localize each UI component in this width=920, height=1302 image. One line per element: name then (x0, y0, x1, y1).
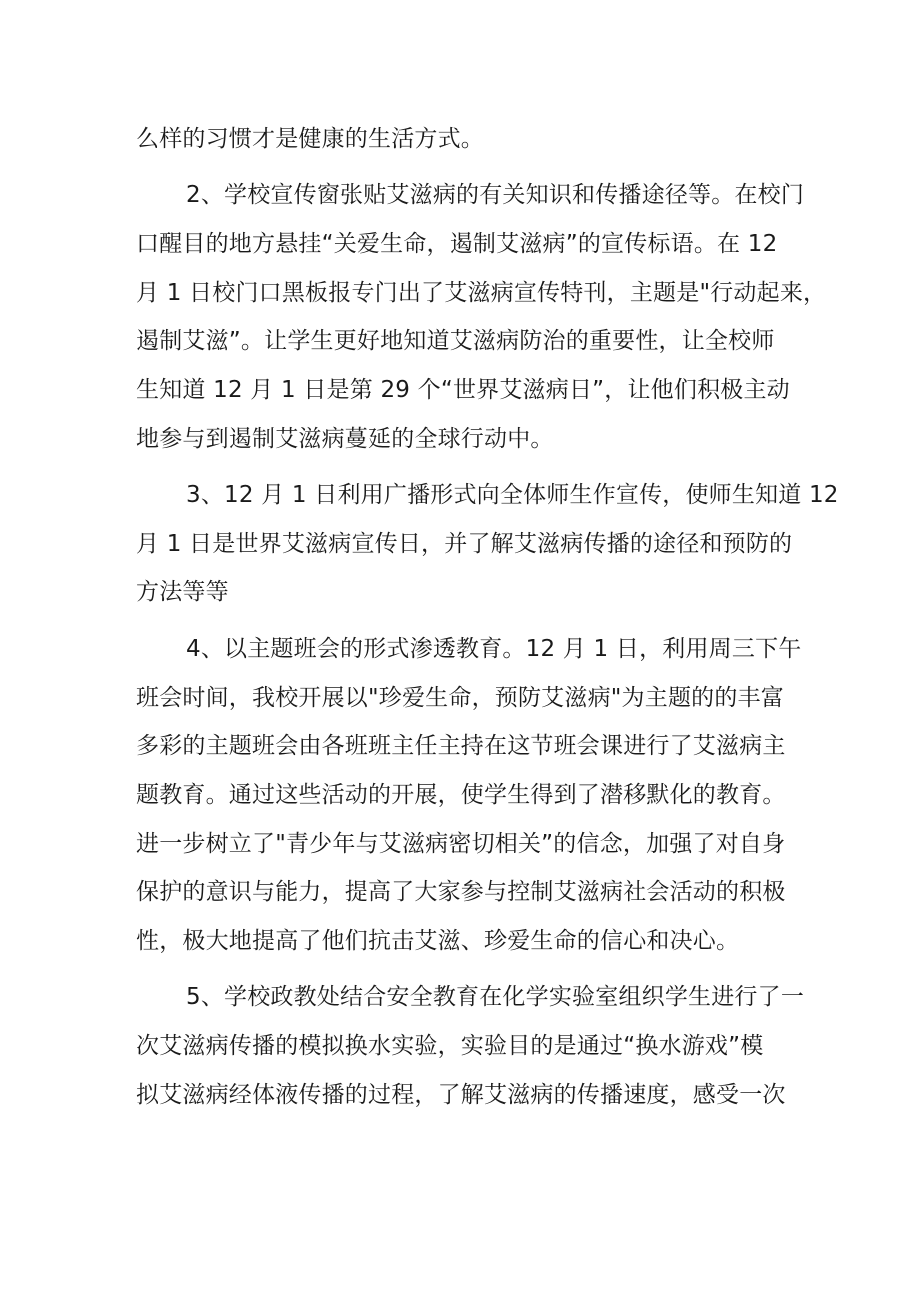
text-line: 生知道 12 月 1 日是第 29 个“世界艾滋病日”，让他们积极主动 (136, 377, 790, 403)
text-line: 5、学校政教处结合安全教育在化学实验室组织学生进行了一 (186, 984, 805, 1010)
text-line: 遏制艾滋”。让学生更好地知道艾滋病防治的重要性，让全校师 (136, 328, 775, 354)
text-line: 拟艾滋病经体液传播的过程，了解艾滋病的传播速度，感受一次 (136, 1082, 786, 1108)
text-line: 题教育。通过这些活动的开展，使学生得到了潜移默化的教育。 (136, 782, 786, 808)
text-line: 月 1 日校门口黑板报专门出了艾滋病宣传特刊，主题是"行动起来， (136, 280, 827, 306)
text-line: 次艾滋病传播的模拟换水实验，实验目的是通过“换水游戏”模 (136, 1033, 764, 1059)
text-line: 进一步树立了"青少年与艾滋病密切相关”的信念，加强了对自身 (136, 831, 786, 857)
text-line: 保护的意识与能力，提高了大家参与控制艾滋病社会活动的积极 (136, 879, 786, 905)
text-line: 多彩的主题班会由各班班主任主持在这节班会课进行了艾滋病主 (136, 733, 786, 759)
text-line: 地参与到遏制艾滋病蔓延的全球行动中。 (136, 426, 554, 452)
text-line: 性，极大地提高了他们抗击艾滋、珍爱生命的信心和决心。 (136, 928, 740, 954)
text-line: 4、以主题班会的形式渗透教育。12 月 1 日，利用周三下午 (186, 636, 802, 662)
text-line: 方法等等 (136, 579, 229, 605)
text-line: 班会时间，我校开展以"珍爱生命，预防艾滋病"为主题的的丰富 (136, 685, 784, 711)
text-line: 么样的习惯才是健康的生活方式。 (136, 126, 484, 152)
text-line: 月 1 日是世界艾滋病宣传日，并了解艾滋病传播的途径和预防的 (136, 531, 793, 557)
text-line: 2、学校宣传窗张贴艾滋病的有关知识和传播途径等。在校门 (186, 182, 805, 208)
text-line: 口醒目的地方悬挂“关爱生命，遏制艾滋病”的宣传标语。在 12 (136, 231, 778, 257)
text-line: 3、12 月 1 日利用广播形式向全体师生作宣传，使师生知道 12 (186, 482, 839, 508)
